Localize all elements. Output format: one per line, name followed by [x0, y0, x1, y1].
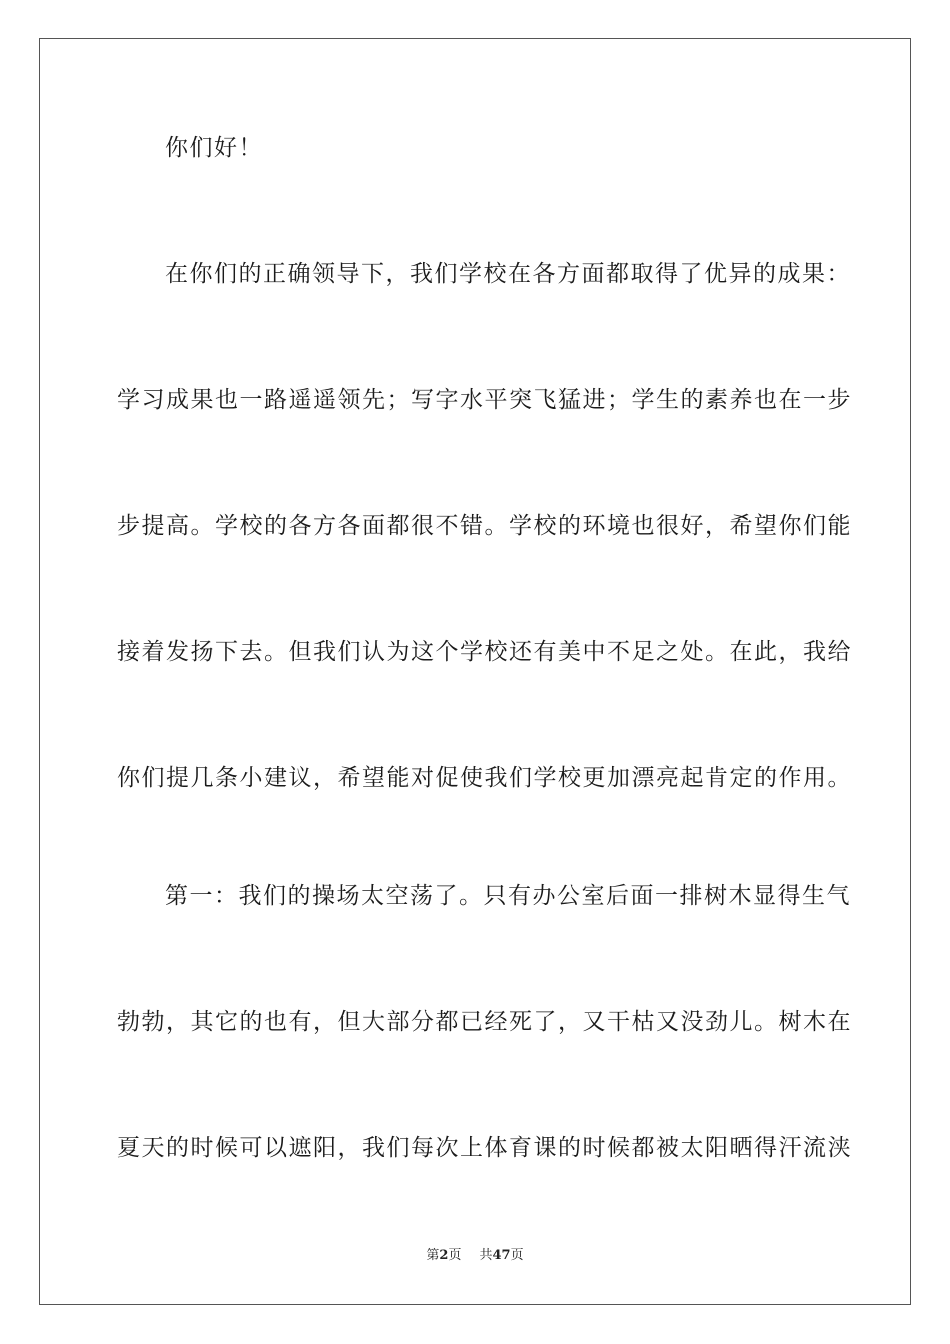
total-prefix: 共: [479, 1248, 493, 1263]
text-line: 第一：我们的操场太空荡了。只有办公室后面一排树木显得生气: [165, 883, 851, 909]
text-line-greeting: 你们好！: [165, 135, 263, 161]
page-number: 2: [439, 1248, 449, 1263]
text-line: 接着发扬下去。但我们认为这个学校还有美中不足之处。在此，我给: [117, 639, 852, 665]
text-line: 在你们的正确领导下，我们学校在各方面都取得了优异的成果：: [165, 261, 851, 287]
text-line: 勃勃，其它的也有，但大部分都已经死了，又干枯又没劲儿。树木在: [117, 1009, 852, 1035]
text-line: 学习成果也一路遥遥领先；写字水平突飞猛进；学生的素养也在一步: [117, 387, 852, 413]
total-pages: 47: [492, 1248, 511, 1263]
page-suffix: 页: [448, 1248, 462, 1263]
text-line: 步提高。学校的各方各面都很不错。学校的环境也很好，希望你们能: [117, 513, 852, 539]
total-suffix: 页: [510, 1248, 524, 1263]
page-frame: [39, 38, 911, 1305]
text-line: 你们提几条小建议，希望能对促使我们学校更加漂亮起肯定的作用。: [117, 765, 852, 791]
page-prefix: 第: [426, 1248, 440, 1263]
text-line: 夏天的时候可以遮阳，我们每次上体育课的时候都被太阳晒得汗流浃: [117, 1135, 852, 1161]
page-footer: [0, 1246, 950, 1266]
